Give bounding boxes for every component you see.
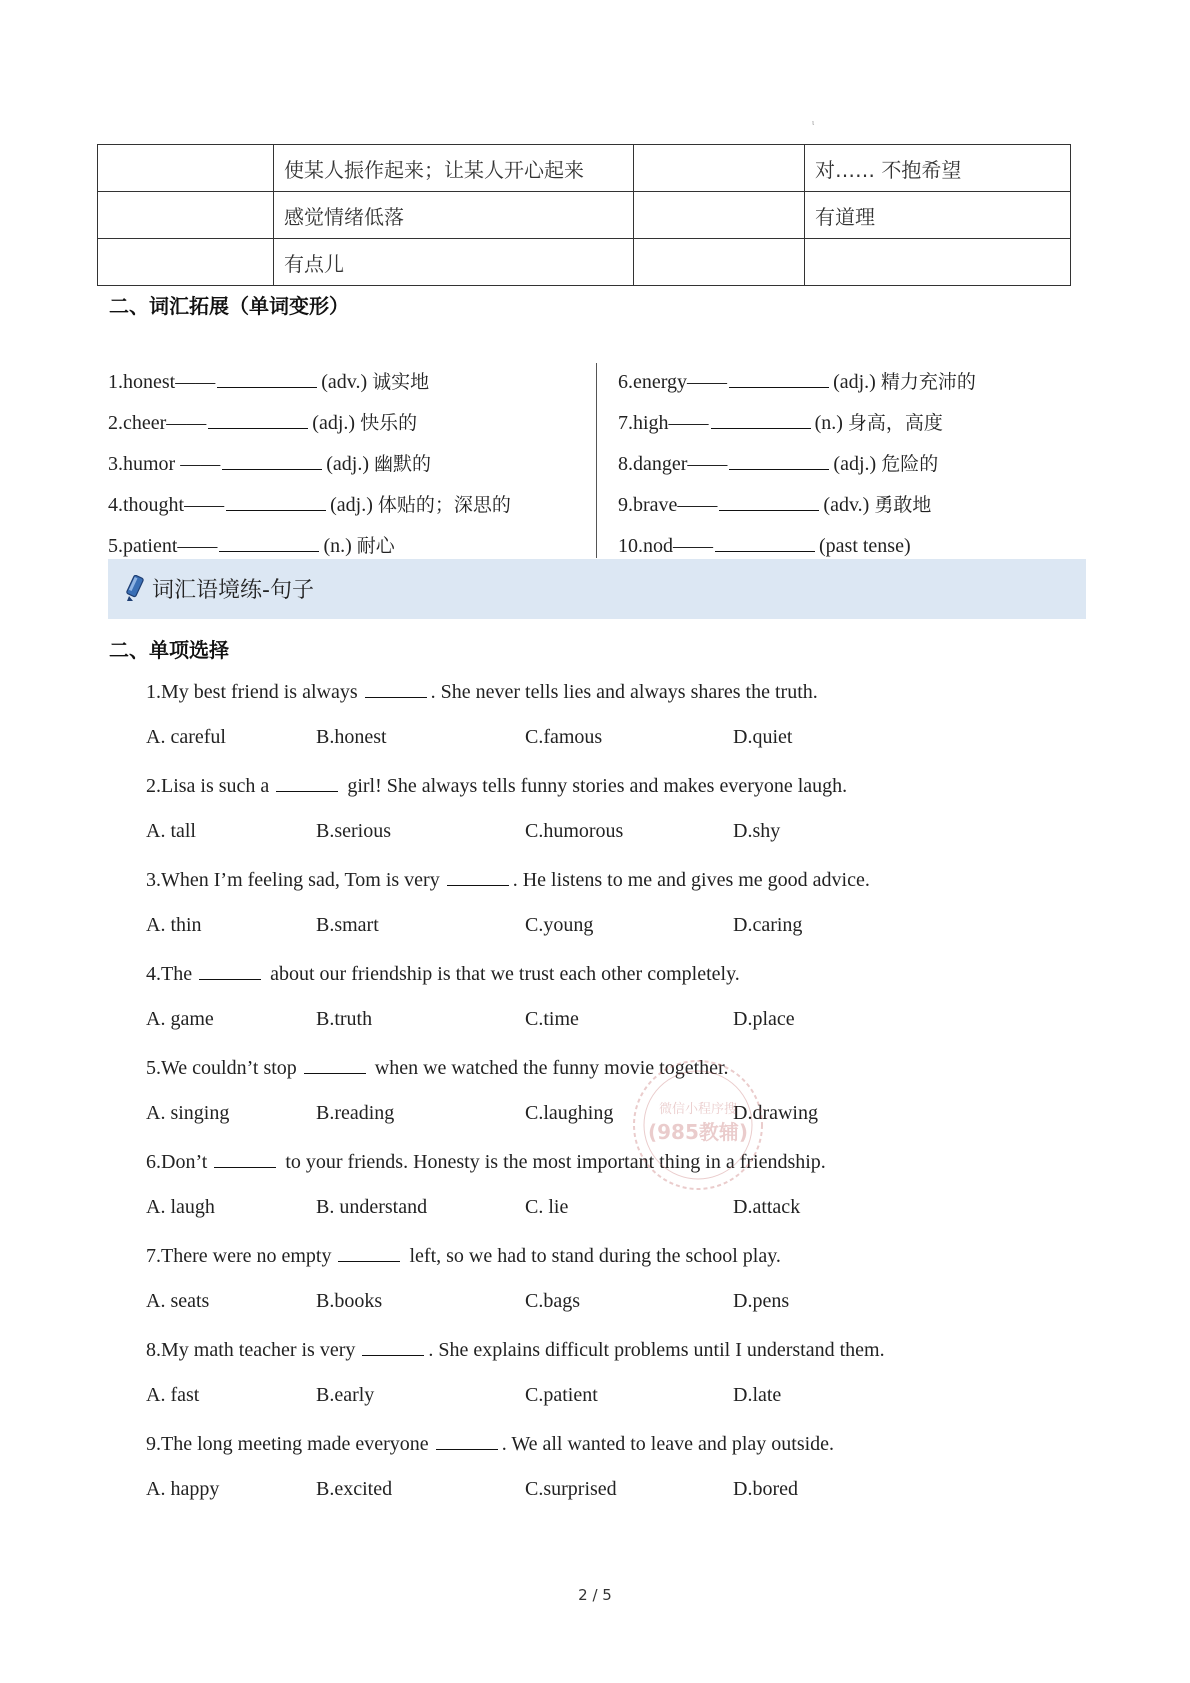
question-text-before: 2.Lisa is such a <box>146 775 275 797</box>
vocab-row <box>98 239 1071 286</box>
question-options <box>146 1004 1046 1051</box>
option-c[interactable]: C.bags <box>525 1290 580 1312</box>
option-a[interactable]: A. thin <box>146 914 202 936</box>
option-a[interactable]: A. careful <box>146 726 226 748</box>
answer-blank[interactable] <box>338 1239 400 1262</box>
word-form-word: 1.honest—— <box>108 371 216 393</box>
option-c[interactable]: C.humorous <box>525 820 624 842</box>
option-a[interactable]: A. happy <box>146 1478 220 1500</box>
answer-blank[interactable] <box>729 447 829 470</box>
word-form-meaning: 危险的 <box>881 453 939 475</box>
word-form-item <box>108 365 511 406</box>
word-form-item <box>108 406 511 447</box>
page-number: 2 / 5 <box>578 1586 612 1604</box>
question-text-after: left, so we had to stand during the school play. <box>404 1245 781 1267</box>
option-b[interactable]: B.truth <box>316 1008 373 1030</box>
question-text-before: 7.There were no empty <box>146 1245 337 1267</box>
multiple-choice-title: 二、单项选择 <box>109 638 229 662</box>
question-options <box>146 1192 1046 1239</box>
word-form-item <box>618 406 976 447</box>
word-form-meaning: 体贴的；深思的 <box>377 494 511 516</box>
option-d[interactable]: D.caring <box>733 914 803 936</box>
word-form-word: 9.brave—— <box>618 494 718 516</box>
answer-blank[interactable] <box>226 488 326 511</box>
word-form-meaning: 勇敢地 <box>874 494 932 516</box>
vocab-cell <box>634 192 805 239</box>
vocab-cell <box>98 145 274 192</box>
question-text-before: 1.My best friend is always <box>146 681 363 703</box>
question-options <box>146 1098 1046 1145</box>
word-form-pos: (n.) <box>814 412 843 434</box>
question-text-after: about our friendship is that we trust each other completely. <box>265 963 740 985</box>
question-list <box>146 675 1046 1521</box>
vocab-row <box>98 192 1071 239</box>
option-a[interactable]: A. seats <box>146 1290 210 1312</box>
answer-blank[interactable] <box>199 957 261 980</box>
option-b[interactable]: B.excited <box>316 1478 393 1500</box>
vocab-cell <box>634 145 805 192</box>
vocab-row <box>98 145 1071 192</box>
question-options <box>146 1380 1046 1427</box>
watermark-seal <box>628 1055 768 1195</box>
answer-blank[interactable] <box>362 1333 424 1356</box>
answer-blank[interactable] <box>715 529 815 552</box>
option-d[interactable]: D.place <box>733 1008 795 1030</box>
option-a[interactable]: A. laugh <box>146 1196 215 1218</box>
word-form-word: 3.humor —— <box>108 453 221 475</box>
question-text-before: 4.The <box>146 963 198 985</box>
word-form-pos: (past tense) <box>819 535 911 557</box>
vocab-cell: 感觉情绪低落 <box>274 192 634 239</box>
option-d[interactable]: D.quiet <box>733 726 793 748</box>
answer-blank[interactable] <box>711 406 811 429</box>
vocab-cell: 对…… 不抱希望 <box>805 145 1071 192</box>
option-b[interactable]: B.smart <box>316 914 379 936</box>
banner-title: 词汇语境练-句子 <box>152 578 314 603</box>
word-form-word: 5.patient—— <box>108 535 218 557</box>
word-form-item <box>618 447 976 488</box>
option-b[interactable]: B.serious <box>316 820 391 842</box>
word-form-meaning: 快乐的 <box>360 412 418 434</box>
answer-blank[interactable] <box>217 365 317 388</box>
word-form-pos: (n.) <box>323 535 352 557</box>
vocab-cell: 有道理 <box>805 192 1071 239</box>
word-form-word: 2.cheer—— <box>108 412 207 434</box>
option-b[interactable]: B. understand <box>316 1196 428 1218</box>
word-form-item <box>108 447 511 488</box>
vocab-cell: 有点儿 <box>274 239 634 286</box>
option-b[interactable]: B.reading <box>316 1102 395 1124</box>
question-options <box>146 910 1046 957</box>
question-text-after: to your friends. Honesty is the most important thing in a friendship. <box>280 1151 826 1173</box>
question-stem <box>146 769 1046 816</box>
vocab-cell: 使某人振作起来；让某人开心起来 <box>274 145 634 192</box>
answer-blank[interactable] <box>436 1427 498 1450</box>
word-forms-right-column <box>618 365 976 570</box>
vocab-table <box>97 144 1071 286</box>
word-form-pos: (adj.) <box>312 412 356 434</box>
option-b[interactable]: B.books <box>316 1290 383 1312</box>
option-a[interactable]: A. tall <box>146 820 196 842</box>
question-text-after: . We all wanted to leave and play outside. <box>501 1433 835 1455</box>
word-forms-left-column <box>108 365 511 570</box>
option-d[interactable]: D.late <box>733 1384 782 1406</box>
option-d[interactable]: D.attack <box>733 1196 801 1218</box>
question-text-after: girl! She always tells funny stories and makes everyone laugh. <box>342 775 848 797</box>
answer-blank[interactable] <box>214 1145 276 1168</box>
word-form-pos: (adv.) <box>823 494 870 516</box>
section-banner <box>108 559 1086 619</box>
option-a[interactable]: A. fast <box>146 1384 200 1406</box>
word-forms-title: 二、词汇拓展（单词变形） <box>109 294 349 318</box>
question-text-before: 8.My math teacher is very <box>146 1339 361 1361</box>
question-text-after: . He listens to me and gives me good advice. <box>512 869 870 891</box>
question-text-before: 5.We couldn’t stop <box>146 1057 302 1079</box>
word-form-pos: (adj.) <box>330 494 373 516</box>
word-form-word: 6.energy—— <box>618 371 728 393</box>
word-form-pos: (adj.) <box>833 371 876 393</box>
answer-blank[interactable] <box>729 365 829 388</box>
word-form-meaning: 耐心 <box>356 535 395 557</box>
vocab-cell <box>634 239 805 286</box>
question-stem <box>146 675 1046 722</box>
vocab-cell <box>805 239 1071 286</box>
question-text-before: 9.The long meeting made everyone <box>146 1433 434 1455</box>
word-form-word: 10.nod—— <box>618 535 713 557</box>
answer-blank[interactable] <box>719 488 819 511</box>
question-stem <box>146 1427 1046 1474</box>
word-form-word: 8.danger—— <box>618 453 728 475</box>
option-c[interactable]: C.laughing <box>525 1102 614 1124</box>
option-d[interactable]: D.bored <box>733 1478 798 1500</box>
header-mark: ι <box>812 118 815 127</box>
word-form-word: 4.thought—— <box>108 494 225 516</box>
answer-blank[interactable] <box>208 406 308 429</box>
question-stem <box>146 1051 1046 1098</box>
word-form-item <box>618 488 976 529</box>
word-form-pos: (adj.) <box>326 453 369 475</box>
option-b[interactable]: B.honest <box>316 726 387 748</box>
question-stem <box>146 1145 1046 1192</box>
word-form-pos: (adj.) <box>833 453 877 475</box>
option-a[interactable]: A. game <box>146 1008 214 1030</box>
question-options <box>146 816 1046 863</box>
question-options <box>146 722 1046 769</box>
word-form-item <box>618 365 976 406</box>
word-form-item <box>108 488 511 529</box>
option-c[interactable]: C.famous <box>525 726 603 748</box>
word-form-word: 7.high—— <box>618 412 709 434</box>
answer-blank[interactable] <box>365 675 427 698</box>
question-text-after: when we watched the funny movie together. <box>369 1057 729 1079</box>
question-options <box>146 1474 1046 1521</box>
answer-blank[interactable] <box>304 1051 366 1074</box>
question-stem <box>146 957 1046 1004</box>
watermark-line2: (985教辅) <box>647 1120 749 1144</box>
answer-blank[interactable] <box>219 529 319 552</box>
option-c[interactable]: C.young <box>525 914 594 936</box>
question-stem <box>146 1333 1046 1380</box>
word-form-meaning: 身高，高度 <box>847 412 943 434</box>
word-form-pos: (adv.) <box>321 371 368 393</box>
option-a[interactable]: A. singing <box>146 1102 230 1124</box>
question-stem <box>146 863 1046 910</box>
vocab-cell <box>98 239 274 286</box>
option-d[interactable]: D.pens <box>733 1290 790 1312</box>
option-c[interactable]: C.surprised <box>525 1478 617 1500</box>
question-options <box>146 1286 1046 1333</box>
answer-blank[interactable] <box>222 447 322 470</box>
option-d[interactable]: D.drawing <box>733 1102 818 1124</box>
word-form-meaning: 诚实地 <box>372 371 430 393</box>
pencil-icon <box>124 575 146 603</box>
question-text-before: 6.Don’t <box>146 1151 213 1173</box>
word-form-meaning: 幽默的 <box>373 453 431 475</box>
column-divider <box>596 363 597 558</box>
watermark-line1: 微信小程序搜 <box>658 1102 738 1117</box>
option-c[interactable]: C.time <box>525 1008 579 1030</box>
option-c[interactable]: C. lie <box>525 1196 569 1218</box>
answer-blank[interactable] <box>276 769 338 792</box>
question-stem <box>146 1239 1046 1286</box>
question-text-after: . She never tells lies and always shares the truth. <box>430 681 818 703</box>
word-form-meaning: 精力充沛的 <box>880 371 976 393</box>
option-c[interactable]: C.patient <box>525 1384 598 1406</box>
option-d[interactable]: D.shy <box>733 820 781 842</box>
option-b[interactable]: B.early <box>316 1384 375 1406</box>
question-text-before: 3.When I’m feeling sad, Tom is very <box>146 869 445 891</box>
vocab-cell <box>98 192 274 239</box>
answer-blank[interactable] <box>447 863 509 886</box>
question-text-after: . She explains difficult problems until I understand them. <box>428 1339 885 1361</box>
